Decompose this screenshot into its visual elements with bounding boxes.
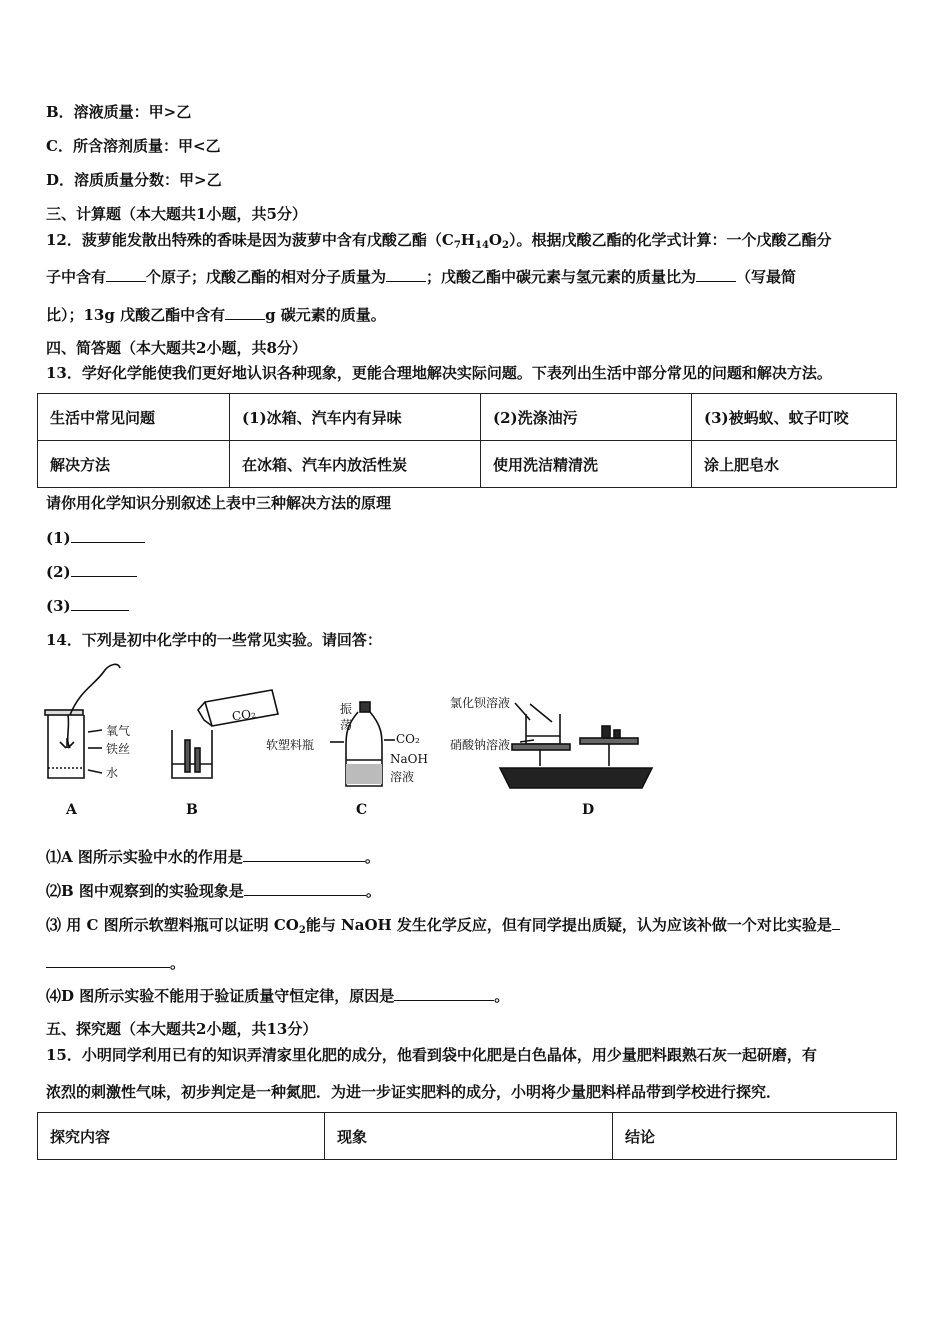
q14-s3-text-b: 能与 NaOH 发生化学反应，但有同学提出质疑，认为应该补做一个对比实验是 — [305, 916, 832, 934]
q12-text-g: 比）；13g 戊酸乙酯中含有 — [46, 306, 226, 324]
q13-intro: 13．学好化学能使我们更好地认识各种现象，更能合理地解决实际问题。下表列出生活中部分常见的问题和解决方法。 — [46, 364, 832, 382]
option-c: C．所含溶剂质量：甲<乙 — [46, 137, 221, 155]
q14-sub4 — [46, 985, 509, 1006]
label-oxygen: 氧气 — [106, 724, 131, 738]
label-c-co2: CO₂ — [396, 732, 420, 746]
q14-s4-end: 。 — [494, 987, 510, 1005]
q14-s1-text: ⑴A 图所示实验中水的作用是 — [46, 848, 243, 866]
label-nano3: 硝酸钠溶液 — [450, 738, 511, 752]
label-d: D — [582, 802, 595, 818]
table-cell: (2)洗涤油污 — [481, 394, 692, 441]
q15-table — [37, 1112, 897, 1160]
label-soft-bottle: 软塑料瓶 — [266, 738, 315, 752]
co2-subscript: 2 — [298, 925, 306, 936]
formula-sub-2: 2 — [501, 240, 509, 251]
q13-answer-3 — [46, 595, 129, 616]
answer-label: (1) — [46, 529, 71, 547]
table-cell: 探究内容 — [38, 1113, 325, 1160]
q14-sub3-cont — [46, 952, 185, 973]
q13-answer-2 — [46, 561, 137, 582]
q14-s4-text: ⑷D 图所示实验不能用于验证质量守恒定律，原因是 — [46, 987, 395, 1005]
answer-blank[interactable] — [244, 880, 366, 896]
answer-blank[interactable] — [71, 595, 129, 611]
q14-s1-end: 。 — [364, 848, 380, 866]
experiment-figure — [40, 660, 660, 825]
answer-label: (2) — [46, 563, 71, 581]
q14-sub1 — [46, 846, 380, 867]
label-shake-2: 荡 — [340, 718, 353, 732]
answer-blank[interactable] — [243, 846, 365, 862]
answer-blank[interactable] — [46, 952, 170, 968]
q14-intro: 14．下列是初中化学中的一些常见实验。请回答： — [46, 631, 382, 649]
formula-h: H — [460, 231, 475, 249]
section4-heading: 四、简答题（本大题共2小题，共8分） — [46, 339, 307, 357]
label-iron-wire: 铁丝 — [106, 742, 131, 756]
label-water: 水 — [106, 766, 119, 780]
answer-blank[interactable] — [832, 914, 840, 930]
q12-text-b: ）。根据戊酸乙酯的化学式计算：一个戊酸乙酯分 — [508, 231, 832, 249]
section5-heading: 五、探究题（本大题共2小题，共13分） — [46, 1020, 318, 1038]
option-b: B．溶液质量：甲>乙 — [46, 103, 192, 121]
table-row — [38, 1113, 897, 1160]
table-cell: (1)冰箱、汽车内有异味 — [230, 394, 481, 441]
table-cell: 现象 — [325, 1113, 613, 1160]
option-d: D．溶质质量分数：甲>乙 — [46, 171, 222, 189]
label-naoh-solution: 溶液 — [390, 770, 415, 784]
table-row — [38, 441, 897, 488]
formula-o: O — [488, 231, 502, 249]
table-cell: 涂上肥皂水 — [692, 441, 897, 488]
q12-text-d: 个原子；戊酸乙酯的相对分子质量为 — [146, 268, 387, 286]
formula-sub-7: 7 — [453, 240, 461, 251]
q12-line3 — [46, 304, 386, 325]
q12-text-e: ；戊酸乙酯中碳元素与氢元素的质量比为 — [426, 268, 697, 286]
q12-text-f: （写最简 — [736, 268, 797, 286]
q12-text-a: 12．菠萝能发散出特殊的香味是因为菠萝中含有戊酸乙酯（C — [46, 231, 454, 249]
apparatus-b — [172, 690, 278, 778]
answer-blank[interactable] — [696, 266, 736, 282]
q12-text-c: 子中含有 — [46, 268, 107, 286]
section3-heading: 三、计算题（本大题共1小题，共5分） — [46, 205, 307, 223]
q14-s3-text: ⑶ 用 C 图所示软塑料瓶可以证明 CO — [46, 916, 299, 934]
q12-text-h: g 碳元素的质量。 — [265, 306, 386, 324]
apparatus-d — [500, 703, 652, 788]
q15-line1: 15．小明同学利用已有的知识弄清家里化肥的成分，他看到袋中化肥是白色晶体，用少量肥料跟熟石灰一起研磨，有 — [46, 1046, 817, 1064]
answer-blank[interactable] — [386, 266, 426, 282]
label-b-co2: CO₂ — [231, 706, 257, 724]
label-shake-1: 振 — [340, 702, 353, 716]
q14-sub2 — [46, 880, 381, 901]
q14-s3-end: 。 — [170, 954, 186, 972]
answer-blank[interactable] — [71, 561, 137, 577]
table-cell: 在冰箱、汽车内放活性炭 — [230, 441, 481, 488]
q14-sub3 — [46, 914, 840, 941]
q13-table — [37, 393, 897, 488]
q13-answer-1 — [46, 527, 145, 548]
answer-blank[interactable] — [106, 266, 146, 282]
label-c: C — [356, 802, 368, 818]
table-cell: 结论 — [613, 1113, 897, 1160]
answer-label: (3) — [46, 597, 71, 615]
table-cell: 生活中常见问题 — [38, 394, 230, 441]
answer-blank[interactable] — [71, 527, 145, 543]
q14-s2-end: 。 — [365, 882, 381, 900]
q14-s2-text: ⑵B 图中观察到的实验现象是 — [46, 882, 244, 900]
q12-line2 — [46, 266, 796, 287]
label-naoh: NaOH — [390, 752, 428, 766]
label-b: B — [186, 802, 198, 818]
label-bacl2: 氯化钡溶液 — [450, 696, 511, 710]
answer-blank[interactable] — [394, 985, 494, 1001]
q15-line2: 浓烈的刺激性气味，初步判定是一种氮肥．为进一步证实肥料的成分，小明将少量肥料样品带到学校进行探究． — [46, 1083, 782, 1101]
table-row — [38, 394, 897, 441]
table-cell: (3)被蚂蚁、蚊子叮咬 — [692, 394, 897, 441]
table-cell: 解决方法 — [38, 441, 230, 488]
q13-prompt: 请你用化学知识分别叙述上表中三种解决方法的原理 — [46, 494, 392, 512]
label-a: A — [66, 802, 77, 818]
table-cell: 使用洗洁精清洗 — [481, 441, 692, 488]
answer-blank[interactable] — [225, 304, 265, 320]
formula-sub-14: 14 — [474, 240, 489, 251]
q12-line1 — [46, 230, 831, 256]
